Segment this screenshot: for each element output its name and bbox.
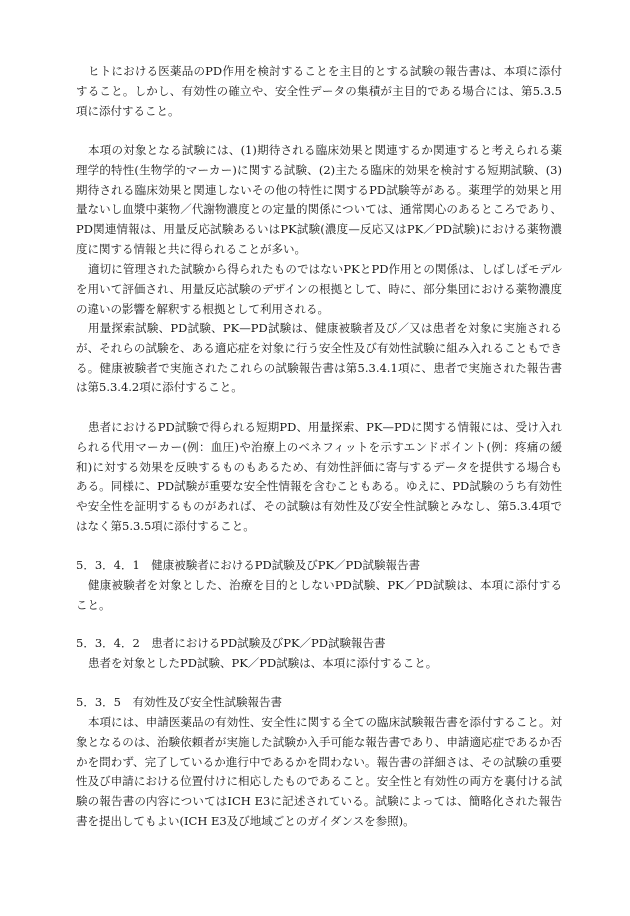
section-heading-535: 5．3．5 有効性及び安全性試験報告書 xyxy=(76,695,282,709)
paragraph-pk-pd-models: 適切に管理された試験から得られたものではないPKとPD作用との関係は、しばしばモデルを用いて評価され、用量反応試験のデザインの根拠として、時に、部分集団における薬物濃度の違いの影響を解釈する根拠として利用される。 xyxy=(76,262,562,316)
paragraph-pd-study-scope: ヒトにおける医薬品のPD作用を検討することを主目的とする試験の報告書は、本項に添付すること。しかし、有効性の確立や、安全性データの集積が主目的である場合には、第5.3.5項に添付すること。 xyxy=(76,64,562,118)
paragraph-dose-finding: 用量探索試験、PD試験、PK—PD試験は、健康被験者及び／又は患者を対象に実施されるが、それらの試験を、ある適応症を対象に行う安全性及び有効性試験に組み入れることもできる。健康被験者で実施されたこれらの試験報告書は第5.3.4.1項に、患者で実施された報告書は第5.3.4.2項に添付すること。 xyxy=(76,321,562,395)
paragraph-efficacy-safety: 本項には、申請医薬品の有効性、安全性に関する全ての臨床試験報告書を添付すること。対象となるのは、治験依頼者が実施した試験か入手可能な報告書であり、申請適応症であるか否かを問わず、完了しているか進行中であるかを問わない。報告書の詳細さは、その試験の重要性及び申請における位置付けに相応したものであること。安全性と有効性の両方を裏付ける試験の報告書の内容についてはICH E3に記述されている。試験によっては、簡略化された報告書を提出してもよい(ICH E3及び地域ごとのガイダンスを参照)。 xyxy=(76,715,562,828)
section-heading-5342: 5．3．4．2 患者におけるPD試験及びPK／PD試験報告書 xyxy=(76,636,386,650)
paragraph-study-types: 本項の対象となる試験には、(1)期待される臨床効果と関連するか関連すると考えられる薬理学的特性(生物学的マーカー)に関する試験、(2)主たる臨床的効果を検討する短期試験、(3)期待される臨床効果と関連しないその他の特性に関するPD試験等がある。薬理学的効果と用量ないし血漿中薬物／代謝物濃度との定量的関係については、通常関心のあるところであり、PD関連情報は、用量反応試験あるいはPK試験(濃度—反応又はPK／PD試験)における薬物濃度に関する情報と共に得られることが多い。 xyxy=(76,143,562,256)
paragraph-healthy-subjects: 健康被験者を対象とした、治療を目的としないPD試験、PK／PD試験は、本項に添付すること。 xyxy=(76,578,562,612)
paragraph-patient-pd: 患者におけるPD試験で得られる短期PD、用量探索、PK—PDに関する情報には、受け入れられる代用マーカー(例：血圧)や治療上のベネフィットを示すエンドポイント(例：疼痛の緩和)に対する効果を反映するものもあるため、有効性評価に寄与するデータを提供する場合もある。同様に、PD試験が重要な安全性情報を含むこともある。ゆえに、PD試験のうち有効性や安全性を証明するものがあれば、その試験は有効性及び安全性試験とみなし、第5.3.4項ではなく第5.3.5項に添付すること。 xyxy=(76,420,562,533)
section-heading-5341: 5．3．4．1 健康被験者におけるPD試験及びPK／PD試験報告書 xyxy=(76,558,421,572)
paragraph-patients: 患者を対象としたPD試験、PK／PD試験は、本項に添付すること。 xyxy=(88,656,438,670)
